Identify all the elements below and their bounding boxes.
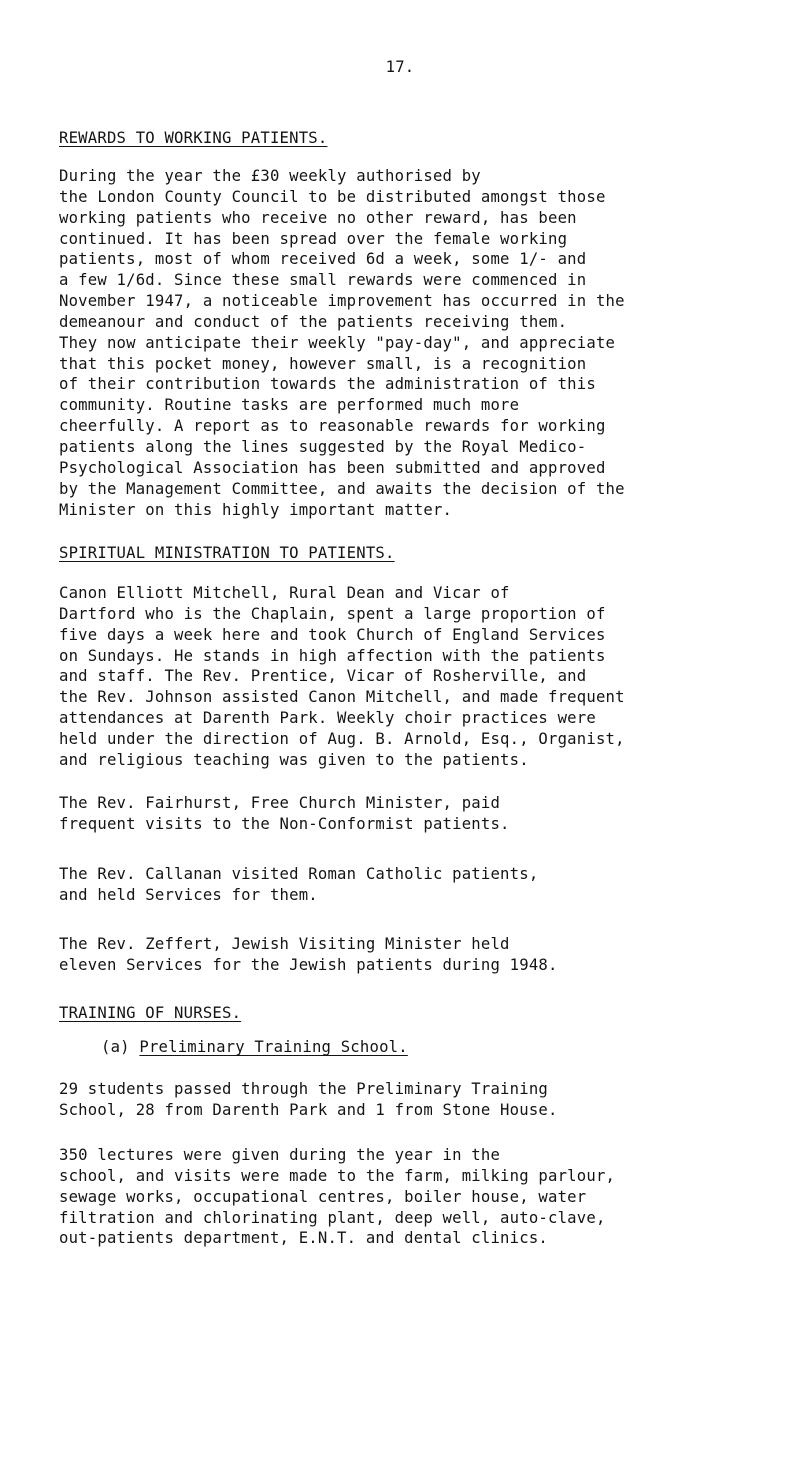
- paragraph-chaplain: Canon Elliott Mitchell, Rural Dean and Vicar of Dartford who is the Chaplain, spent a large proportion of five days a week here and took Church of England Services on Sundays. He stands in high affection with the patients and staff. The Rev. Prentice, Vicar of Rosherville, and the Rev. Johnson assisted Canon Mitchell, and made frequent attendances at Darenth Park. Weekly choir practices were held under the direction of Aug. B. Arnold, Esq., Organist, and religious teaching was given to the patients.: [59, 584, 625, 769]
- paragraph-lectures: 350 lectures were given during the year in the school, and visits were made to the farm, milking parlour, sewage works, occupational centres, boiler house, water filtration and chlorinating plant, deep well, auto-clave, out-patients department, E.N.T. and dental clinics.: [59, 1146, 616, 1248]
- paragraph-students: 29 students passed through the Preliminary Training School, 28 from Darenth Park and 1 from Stone House.: [59, 1080, 558, 1119]
- subheading-title: Preliminary Training School.: [139, 1038, 408, 1056]
- page-number: 17.: [385, 58, 415, 76]
- heading-spiritual-ministration: SPIRITUAL MINISTRATION TO PATIENTS.: [59, 544, 395, 562]
- heading-rewards-to-working-patients: REWARDS TO WORKING PATIENTS.: [59, 129, 328, 147]
- paragraph-roman-catholic: The Rev. Callanan visited Roman Catholic patients, and held Services for them.: [59, 865, 539, 904]
- subheading-preliminary-training: [101, 1038, 408, 1056]
- heading-training-of-nurses: TRAINING OF NURSES.: [59, 1004, 242, 1022]
- paragraph-rewards: During the year the £30 weekly authorised by the London County Council to be distributed amongst those working patients who receive no other reward, has been continued. It has been spread over the female working patients, most of whom received 6d a week, some 1/- and a few 1/6d. Since these small rewards were commenced in November 1947, a noticeable improvement has occurred in the demeanour and conduct of the patients receiving them. They now anticipate their weekly "pay-day", and appreciate that this pocket money, however small, is a recognition of their contribution towards the administration of this community. Routine tasks are performed much more cheerfully. A report as to reasonable rewards for working patients along the lines suggested by the Royal Medico- Psychological Association has been submitted and approved by the Management Committee, and awaits the decision of the Minister on this highly important matter.: [59, 167, 625, 519]
- paragraph-free-church: The Rev. Fairhurst, Free Church Minister, paid frequent visits to the Non-Conformist patients.: [59, 794, 510, 833]
- subheading-label: (a): [101, 1038, 140, 1056]
- paragraph-jewish: The Rev. Zeffert, Jewish Visiting Minister held eleven Services for the Jewish patients during 1948.: [59, 935, 558, 974]
